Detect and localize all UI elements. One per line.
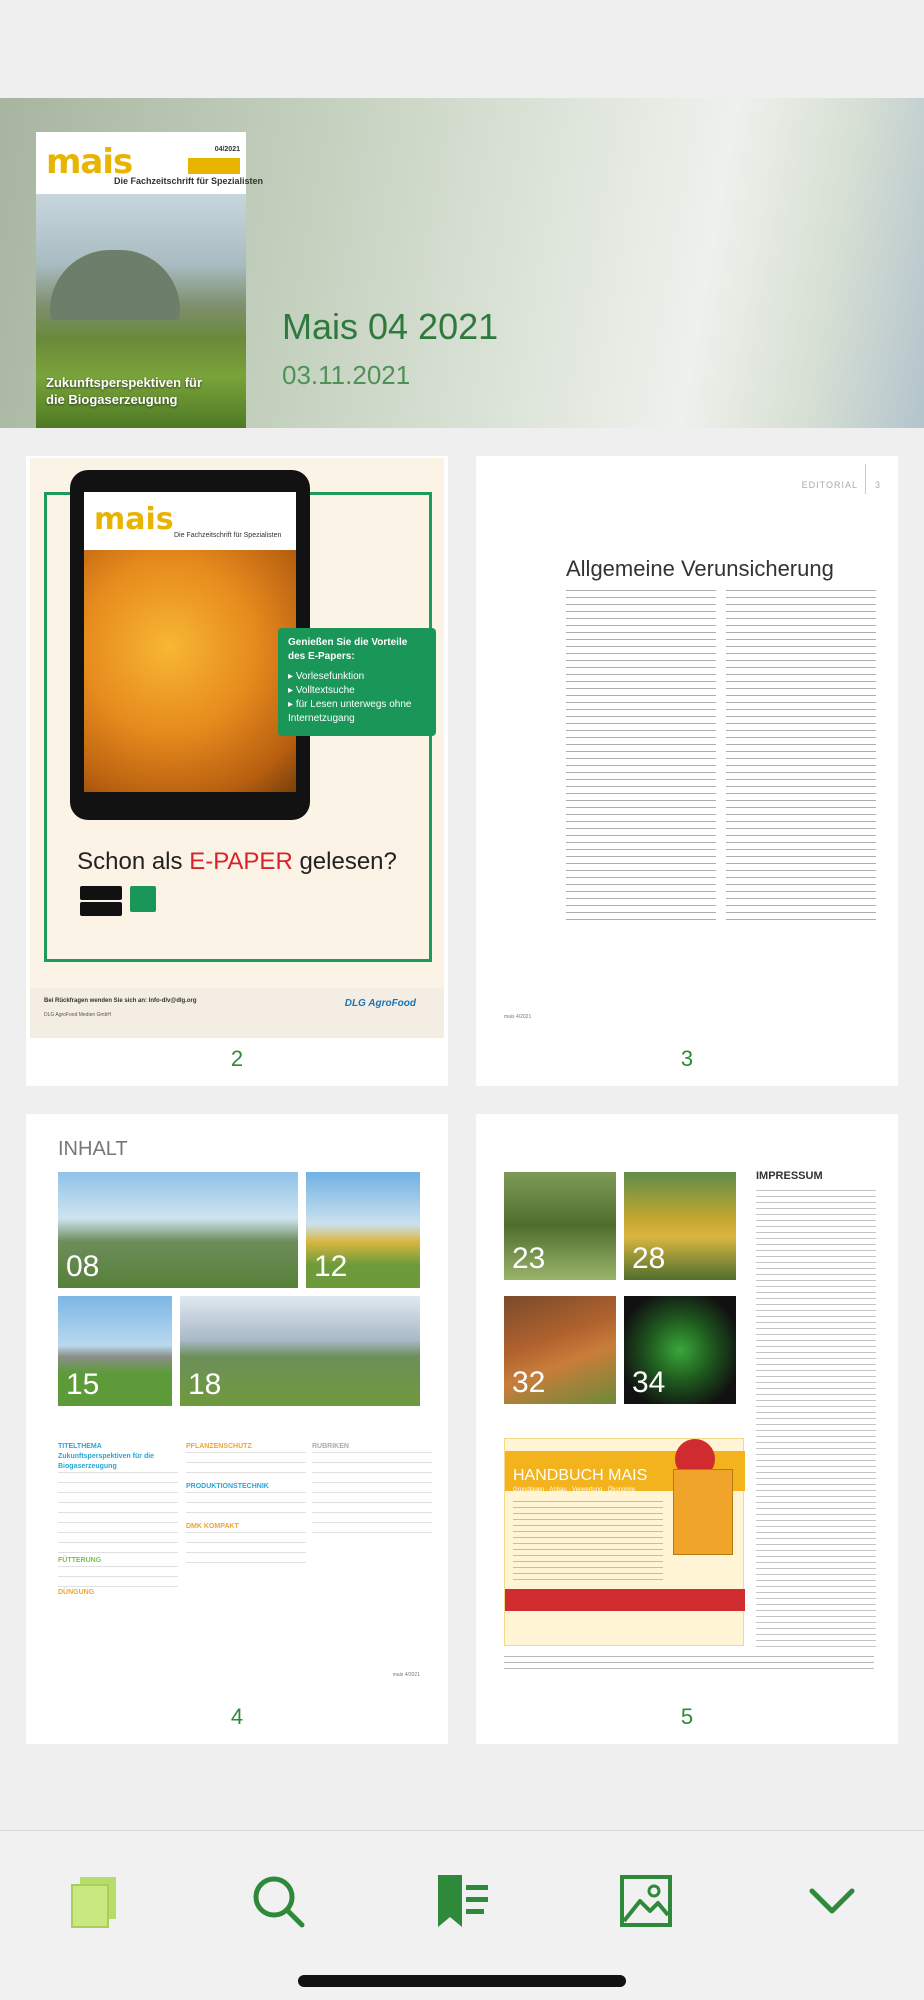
article-image: 28 (624, 1172, 736, 1280)
benefits-title: Genießen Sie die Vorteile des E-Papers: (288, 637, 408, 662)
biogas-dome (50, 250, 180, 320)
imprint-text (756, 1190, 876, 1650)
page-number: 2 (230, 1046, 244, 1071)
cover-tag (188, 158, 240, 174)
benefits-box (278, 628, 436, 736)
page-number: 5 (680, 1704, 694, 1729)
page-thumbnail-3[interactable] (476, 456, 898, 1086)
article-image: 32 (504, 1296, 616, 1404)
toc-image: 18 (180, 1296, 420, 1406)
toc-column: RUBRIKEN (312, 1442, 432, 1542)
google-play-badge (80, 902, 122, 916)
app-store-badge (80, 886, 122, 900)
dlg-agrofood-logo: DLG AgroFood (344, 998, 416, 1009)
tablet-logo: mais (94, 502, 174, 537)
benefit-item: ▸ für Lesen unterwegs ohne Internetzugang (288, 699, 412, 724)
app-icon (130, 886, 156, 912)
article-image: 23 (504, 1172, 616, 1280)
page-thumbnail-2[interactable] (26, 456, 448, 1086)
page-number: 3 (680, 1046, 694, 1071)
gallery-icon[interactable] (610, 1865, 682, 1937)
ad-footer: Bei Rückfragen wenden Sie sich an: Info-dlv@dlg.org DLG AgroFood Medien GmbH DLG AgroFood (30, 988, 444, 1038)
cover-subtitle: Die Fachzeitschrift für Spezialisten (114, 176, 264, 186)
bottom-toolbar (0, 1830, 924, 2000)
benefit-item: ▸ Vorlesefunktion (288, 671, 365, 682)
cover-caption: Zukunftsperspektiven für die Biogaserzeugung (46, 375, 203, 407)
pages-icon[interactable] (60, 1865, 132, 1937)
toc-image: 08 (58, 1172, 298, 1288)
issue-title: Mais 04 2021 (282, 306, 499, 347)
benefit-item: ▸ Volltextsuche (288, 685, 355, 696)
handbook-image (673, 1469, 733, 1555)
page-preview: INHALT 08 12 15 18 TITELTHEMA Zukunftsperspektiven für die Biogaserzeugung FÜTTERUNG DÜNGUNG PFLANZENSCHUTZ PRODUKTIONSTECHNIK DMK KOMPAKT RUBRIKEN mais 4/2021 (30, 1116, 444, 1696)
editorial-title: Allgemeine Verunsicherung (566, 556, 834, 581)
text-column (566, 590, 716, 920)
issue-header (0, 98, 924, 428)
tablet-logo-sub: Die Fachzeitschrift für Spezialisten (174, 532, 282, 539)
toc-image: 12 (306, 1172, 420, 1288)
page-preview (30, 458, 444, 1038)
page-thumbnail-4[interactable] (26, 1114, 448, 1744)
cover-photo (36, 194, 246, 428)
imprint-title: IMPRESSUM (756, 1170, 823, 1182)
page-preview: EDITORIAL 3 Allgemeine Verunsicherung mais 4/2021 (480, 458, 894, 1038)
text-column (726, 590, 876, 920)
search-icon[interactable] (242, 1865, 314, 1937)
section-label: EDITORIAL (801, 480, 858, 490)
page-preview (480, 1116, 894, 1696)
corn-image (84, 550, 296, 792)
cover-issue-number: 04/2021 (214, 146, 240, 153)
page-label: 3 (874, 480, 880, 490)
toc-column: TITELTHEMA Zukunftsperspektiven für die Biogaserzeugung FÜTTERUNG DÜNGUNG (58, 1442, 178, 1598)
toc-column: PFLANZENSCHUTZ PRODUKTIONSTECHNIK DMK KOMPAKT (186, 1442, 306, 1572)
home-indicator[interactable] (298, 1975, 626, 1987)
epaper-slogan: Schon als E-PAPER gelesen? (77, 848, 397, 875)
handbook-ad: HANDBUCH MAIS Grundlagen · Anbau · Verwertung · Ökonomie (504, 1438, 744, 1646)
toc-title: INHALT (58, 1138, 128, 1160)
bookmarks-icon[interactable] (426, 1865, 498, 1937)
toc-image: 15 (58, 1296, 172, 1406)
tablet-image (70, 470, 310, 820)
chevron-down-icon[interactable] (796, 1865, 868, 1937)
issue-cover[interactable] (36, 132, 264, 428)
issue-date: 03.11.2021 (282, 360, 411, 390)
page-number: 4 (230, 1704, 244, 1729)
cover-logo: mais (46, 142, 133, 182)
article-image: 34 (624, 1296, 736, 1404)
page-thumbnail-5[interactable] (476, 1114, 898, 1744)
